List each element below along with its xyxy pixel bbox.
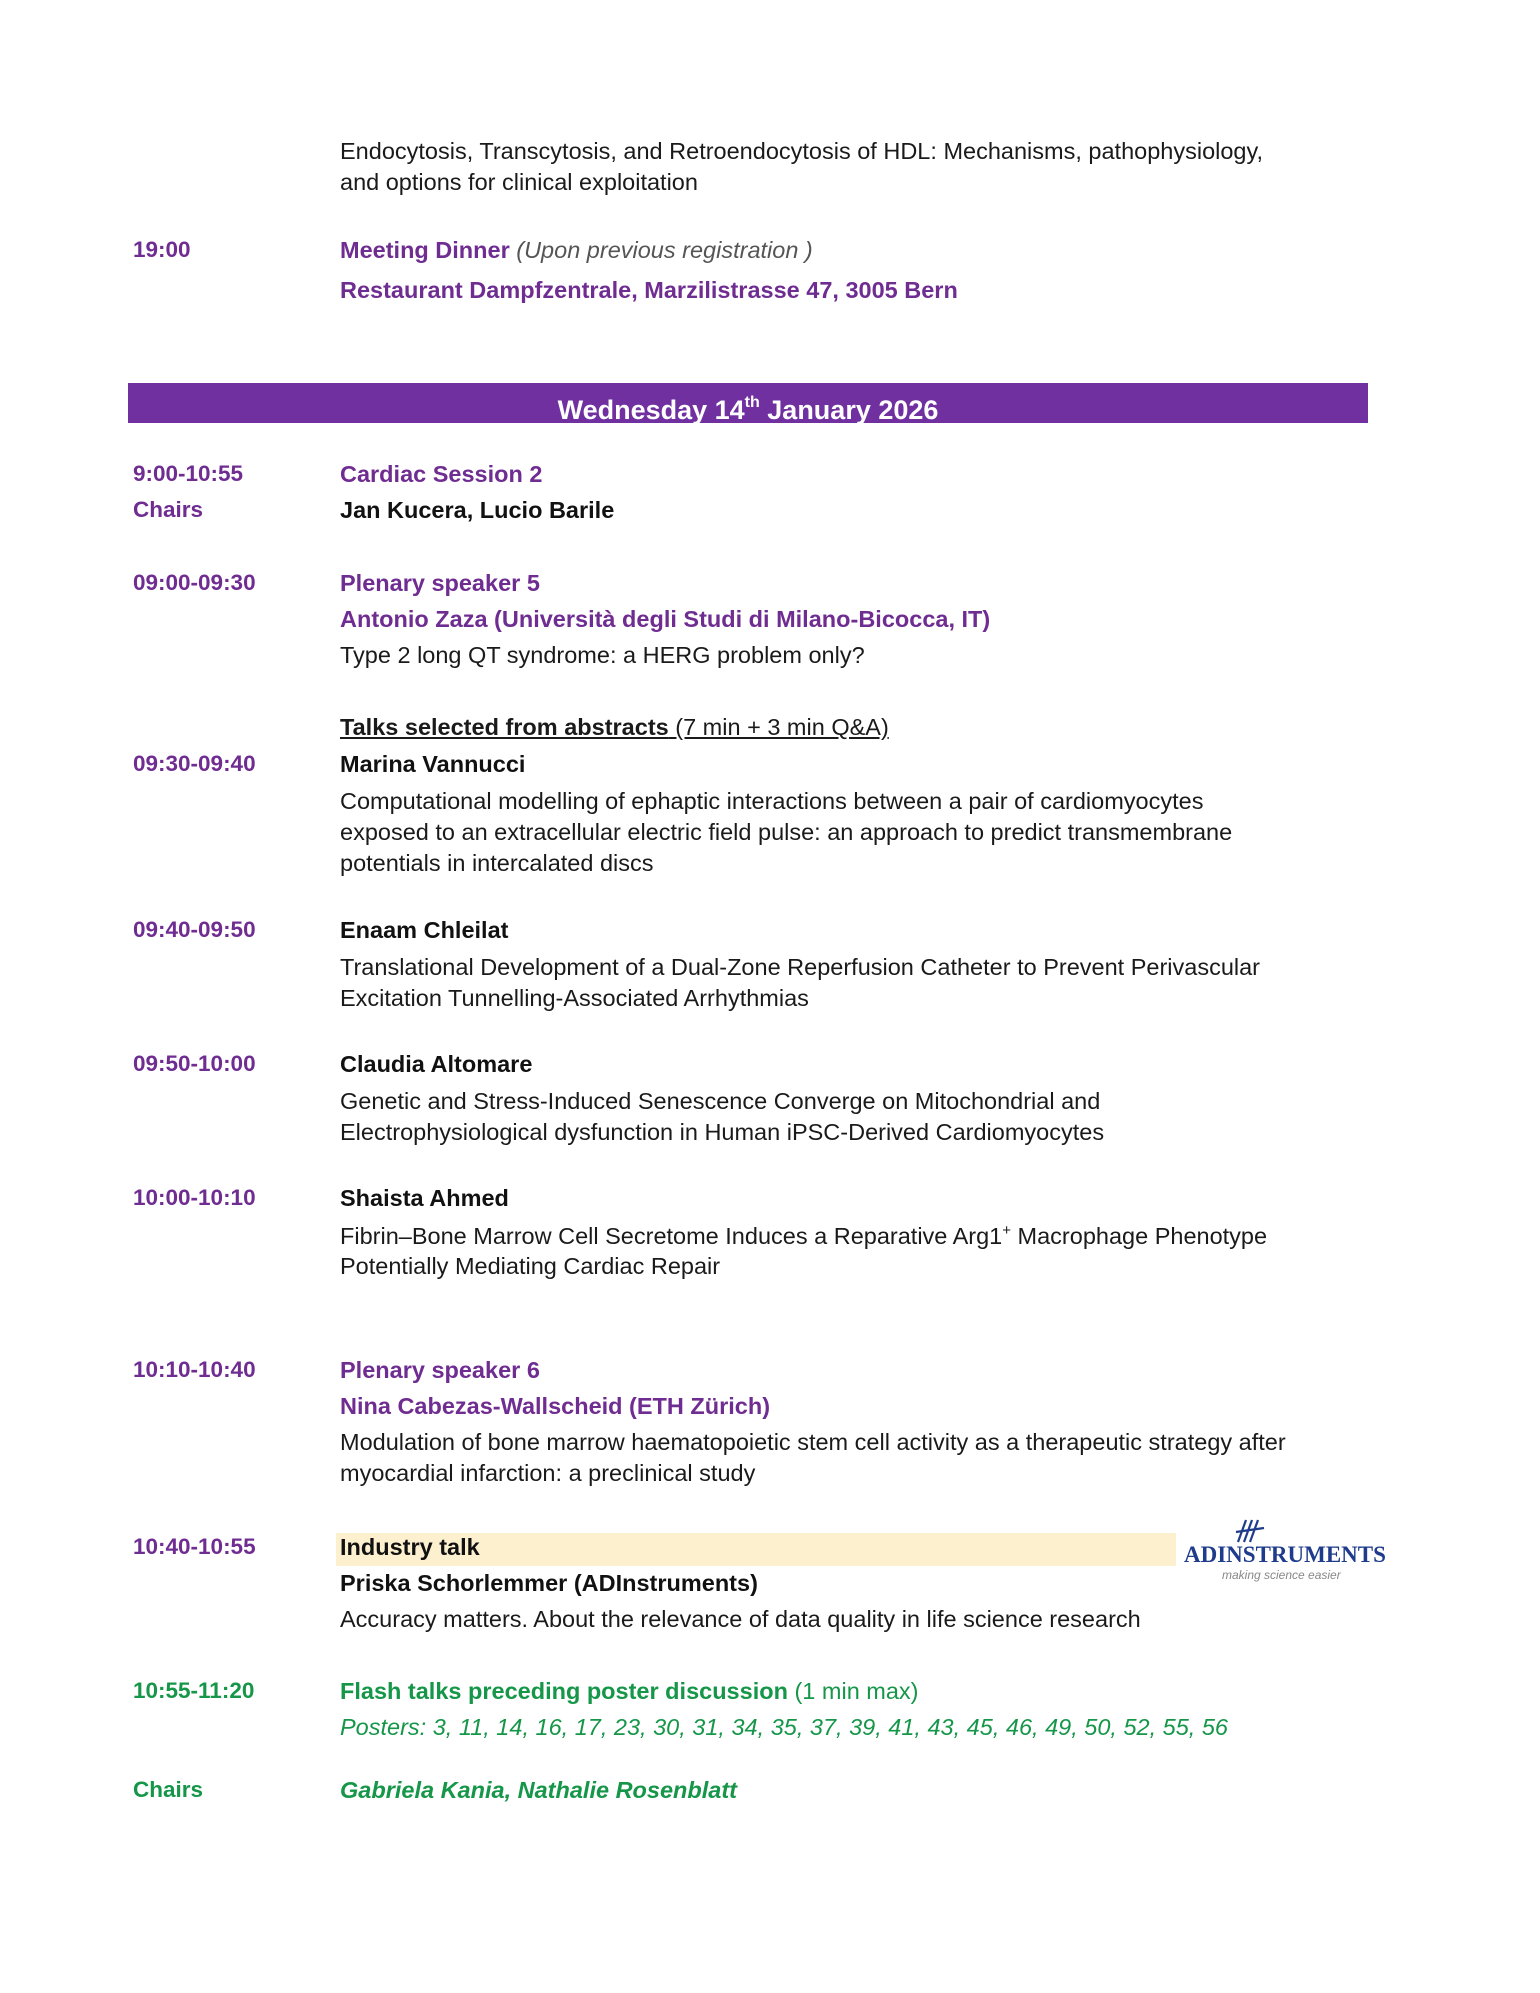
talk-time: 09:40-09:50 xyxy=(133,917,256,942)
session-title: Cardiac Session 2 xyxy=(340,461,543,487)
talk-speaker: Marina Vannucci xyxy=(340,751,526,777)
adinstruments-logo xyxy=(1180,1518,1386,1582)
dinner-entry xyxy=(340,237,813,264)
logo-wordmark: ADINSTRUMENTS xyxy=(1184,1542,1386,1567)
talk-title-line: Translational Development of a Dual-Zone Reperfusion Catheter to Prevent Perivascular xyxy=(340,954,1261,980)
talk-title-line: potentials in intercalated discs xyxy=(340,850,654,876)
plenary5-title: Type 2 long QT syndrome: a HERG problem only? xyxy=(340,642,865,668)
talk-title-line: exposed to an extracellular electric field pulse: an approach to predict transmembrane xyxy=(340,819,1233,845)
session-chairs-label: Chairs xyxy=(133,497,204,522)
talk-time: 09:50-10:00 xyxy=(133,1051,256,1076)
session-time: 9:00-10:55 xyxy=(133,461,244,486)
adinstruments-mark-icon xyxy=(1234,1518,1268,1544)
talk-title-line: Computational modelling of ephaptic interactions between a pair of cardiomyocytes xyxy=(340,788,1204,814)
talk-title-line: Potentially Mediating Cardiac Repair xyxy=(340,1253,721,1279)
flash-posters: Posters: 3, 11, 14, 16, 17, 23, 30, 31, 34, 35, 37, 39, 41, 43, 45, 46, 49, 50, 52, 55, 56 xyxy=(340,1714,1228,1740)
talk-title-line xyxy=(340,1222,1267,1250)
abstracts-header-rest: (7 min + 3 min Q&A) xyxy=(668,714,889,740)
abstracts-header xyxy=(340,714,889,741)
day-banner xyxy=(128,383,1368,423)
talk-time: 10:00-10:10 xyxy=(133,1185,256,1210)
plenary5-speaker: Antonio Zaza (Università degli Studi di Milano-Bicocca, IT) xyxy=(340,606,991,632)
talk-title-line: Excitation Tunnelling-Associated Arrhythmias xyxy=(340,985,809,1011)
plenary6-title-line-2: myocardial infarction: a preclinical study xyxy=(340,1460,756,1486)
talk-time: 09:30-09:40 xyxy=(133,751,256,776)
talk-title-part: Fibrin–Bone Marrow Cell Secretome Induces a Reparative Arg1 xyxy=(340,1222,1003,1249)
continued-talk-title-line-1: Endocytosis, Transcytosis, and Retroendocytosis of HDL: Mechanisms, pathophysiology, xyxy=(340,138,1264,164)
banner-rest: January 2026 xyxy=(759,395,939,425)
talk-title-part: Macrophage Phenotype xyxy=(1011,1222,1268,1249)
flash-entry xyxy=(340,1678,919,1705)
dinner-title: Meeting Dinner xyxy=(340,237,510,263)
talk-speaker: Claudia Altomare xyxy=(340,1051,533,1077)
dinner-note: (Upon previous registration ) xyxy=(516,237,813,263)
plenary6-label: Plenary speaker 6 xyxy=(340,1357,540,1383)
plenary5-label: Plenary speaker 5 xyxy=(340,570,540,596)
banner-sup: th xyxy=(744,394,760,411)
flash-title: Flash talks preceding poster discussion xyxy=(340,1678,788,1704)
session-chairs: Jan Kucera, Lucio Barile xyxy=(340,497,615,523)
flash-note: (1 min max) xyxy=(787,1678,919,1704)
plenary5-time: 09:00-09:30 xyxy=(133,570,256,595)
dinner-time: 19:00 xyxy=(133,237,191,262)
industry-speaker: Priska Schorlemmer (ADInstruments) xyxy=(340,1570,758,1596)
talk-title-line: Electrophysiological dysfunction in Human iPSC-Derived Cardiomyocytes xyxy=(340,1119,1105,1145)
logo-tagline: making science easier xyxy=(1222,1568,1341,1582)
flash-time: 10:55-11:20 xyxy=(133,1678,255,1703)
plenary6-time: 10:10-10:40 xyxy=(133,1357,256,1382)
talk-speaker: Shaista Ahmed xyxy=(340,1185,509,1211)
talk-title-sup: + xyxy=(1002,1222,1011,1239)
industry-title: Accuracy matters. About the relevance of data quality in life science research xyxy=(340,1606,1141,1632)
flash-chairs-label: Chairs xyxy=(133,1777,204,1802)
plenary6-speaker: Nina Cabezas-Wallscheid (ETH Zürich) xyxy=(340,1393,771,1419)
industry-label: Industry talk xyxy=(340,1534,480,1560)
abstracts-header-bold: Talks selected from abstracts xyxy=(340,714,669,740)
industry-time: 10:40-10:55 xyxy=(133,1534,256,1559)
continued-talk-title-line-2: and options for clinical exploitation xyxy=(340,169,698,195)
talk-speaker: Enaam Chleilat xyxy=(340,917,509,943)
banner-day: Wednesday 14 xyxy=(557,395,745,425)
plenary6-title-line-1: Modulation of bone marrow haematopoietic stem cell activity as a therapeutic strategy after xyxy=(340,1429,1286,1455)
talk-title-line: Genetic and Stress-Induced Senescence Converge on Mitochondrial and xyxy=(340,1088,1101,1114)
flash-chairs: Gabriela Kania, Nathalie Rosenblatt xyxy=(340,1777,737,1803)
dinner-venue: Restaurant Dampfzentrale, Marzilistrasse 47, 3005 Bern xyxy=(340,277,958,303)
